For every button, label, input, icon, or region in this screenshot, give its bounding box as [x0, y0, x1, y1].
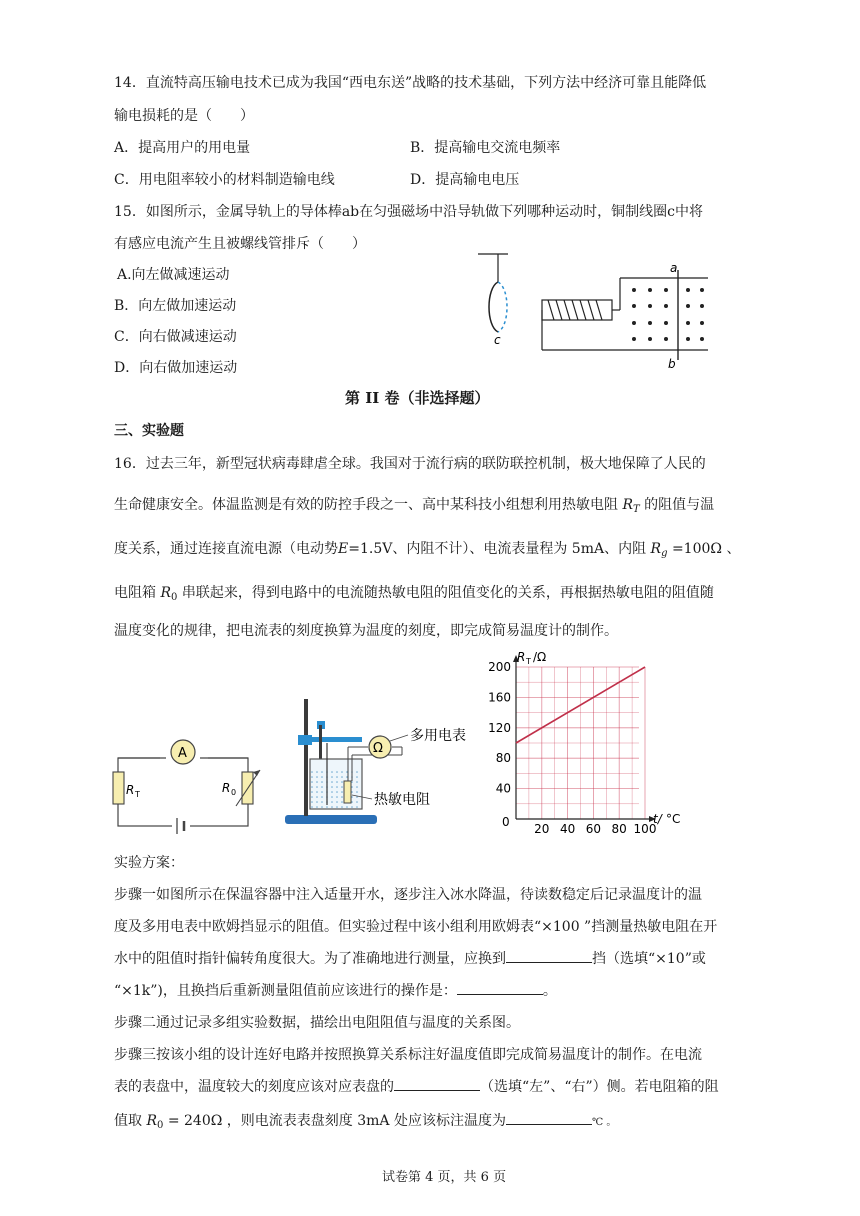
solenoid [542, 278, 620, 350]
x-tick-label: 100 [633, 822, 657, 836]
thermistor-resistor [113, 772, 124, 804]
label-c: c [494, 333, 501, 347]
step1-line3: 水中的阻值时指针偏转角度很大。为了准确地进行测量，应换到 挡（选填“×10”或 [114, 948, 706, 968]
svg-text:R: R [222, 781, 231, 795]
x-axis-unit: °C [666, 812, 681, 826]
step3-line3: 值取 $R_0 = 240\Omega$ ，则电流表表盘刻度 3mA 处应该标注温度为 ℃ 。 [114, 1110, 616, 1131]
q14-option-a: A．提高用户的用电量 [114, 140, 251, 156]
y-axis-label: R [517, 650, 526, 664]
q14-stem-line1: 14．直流特高压输电技术已成为我国“西电东送”战略的技术基础，下列方法中经济可靠且能降低 [114, 75, 707, 91]
q16-line4: 电阻箱 $R_0$ 串联起来，得到电路中的电流随热敏电阻的阻值变化的关系，再根据热敏电阻的阻值随 [114, 585, 714, 603]
q16-line5: 温度变化的规律，把电流表的刻度换算为温度的刻度，即完成简易温度计的制作。 [114, 623, 618, 639]
q14-option-d: D．提高输电电压 [410, 172, 520, 188]
blank-2[interactable] [457, 980, 543, 995]
x-tick-label: 20 [534, 822, 550, 836]
chart-ticks [488, 660, 656, 836]
y-axis-unit: /Ω [533, 650, 547, 664]
multimeter-label: 多用电表 [410, 728, 466, 744]
q14-stem-line2: 输电损耗的是（ ） [114, 108, 254, 124]
blank-3[interactable] [394, 1076, 480, 1091]
x-tick-label: 40 [559, 822, 576, 836]
q15-figure [470, 248, 720, 370]
y-tick-label: 120 [488, 720, 511, 735]
thermistor [344, 781, 351, 803]
origin-label: 0 [502, 815, 510, 829]
q16-line2: 生命健康安全。体温监测是有效的防控手段之一、高中某科技小组想利用热敏电阻 $R_T$ 的阻值与温 [114, 497, 715, 515]
part2-title: 第 II 卷（非选择题） [345, 389, 490, 407]
q15-stem-line2: 有感应电流产生且被螺线管排斥（ ） [114, 236, 366, 252]
y-axis-sub: T [526, 657, 531, 666]
q14-option-c: C．用电阻率较小的材料制造输电线 [114, 172, 335, 188]
circuit-diagram [110, 738, 270, 834]
svg-text:T: T [135, 790, 140, 799]
q15-option-c: C．向右做减速运动 [114, 329, 237, 345]
chart-grid [516, 667, 645, 819]
x-axis-label: t/ [653, 812, 662, 826]
step3-line1: 步骤三按该小组的设计连好电路并按照换算关系标注好温度值即完成简易温度计的制作。在电流 [114, 1047, 702, 1063]
rails [542, 261, 708, 370]
label-b: b [668, 357, 676, 370]
svg-text:Ω: Ω [373, 741, 383, 756]
y-tick-label: 200 [488, 660, 511, 674]
q14-option-b: B．提高输电交流电频率 [410, 140, 561, 156]
q15-option-b: B．向左做加速运动 [114, 298, 237, 314]
scheme-title: 实验方案： [114, 855, 184, 871]
section-title: 三、实验题 [114, 423, 184, 439]
magnetic-field-dots [632, 288, 704, 341]
x-tick-label: 80 [611, 822, 627, 836]
stand-rod [304, 699, 308, 816]
y-tick-label: 160 [488, 690, 511, 705]
step1-line2: 度及多用电表中欧姆挡显示的阻值。但实验过程中该小组利用欧姆表“×100 ”挡测量热敏电阻在开 [114, 919, 718, 935]
q15-stem-line1: 15．如图所示，金属导轨上的导体棒ab在匀强磁场中沿导轨做下列哪种运动时，铜制线圈c中将 [114, 204, 703, 220]
q15-option-a: A.向左做减速运动 [117, 267, 230, 283]
hanging-coil-c [478, 254, 508, 347]
svg-text:0: 0 [231, 788, 237, 797]
clamp-arm [310, 737, 362, 742]
x-tick-label: 60 [585, 822, 602, 836]
label-a: a [670, 261, 678, 275]
svg-text:R: R [126, 783, 135, 797]
step3-line2: 表的表盘中，温度较大的刻度应该对应表盘的 （选填“左”、“右”）侧。若电阻箱的阻 [114, 1076, 719, 1096]
svg-text:A: A [178, 746, 187, 761]
step2: 步骤二通过记录多组实验数据，描绘出电阻阻值与温度的关系图。 [114, 1015, 520, 1031]
page-footer: 试卷第 4 页，共 6 页 [382, 1170, 507, 1185]
q15-option-d: D．向右做加速运动 [114, 360, 238, 376]
apparatus-figure [280, 695, 480, 830]
q16-line1: 16．过去三年，新型冠状病毒肆虐全球。我国对于流行病的联防联控机制，极大地保障了人民的 [114, 456, 706, 472]
rt-chart [480, 645, 700, 840]
blank-4[interactable] [506, 1110, 592, 1125]
thermistor-label: 热敏电阻 [374, 792, 430, 808]
blank-1[interactable] [506, 948, 592, 963]
step1-line1: 步骤一如图所示在保温容器中注入适量开水，逐步注入冰水降温，待读数稳定后记录温度计的温 [114, 887, 702, 903]
y-tick-label: 40 [495, 781, 511, 796]
step1-line4: “×1k”)，且换挡后重新测量阻值前应该进行的操作是： 。 [114, 980, 557, 1000]
chart-axes [513, 655, 656, 822]
stand-base [285, 815, 377, 824]
y-tick-label: 80 [495, 751, 511, 766]
q16-line3: 度关系，通过连接直流电源（电动势E=1.5V、内阻不计）、电流表量程为 5mA、内阻 $R_g =100\Omega$ 、 [114, 541, 741, 559]
